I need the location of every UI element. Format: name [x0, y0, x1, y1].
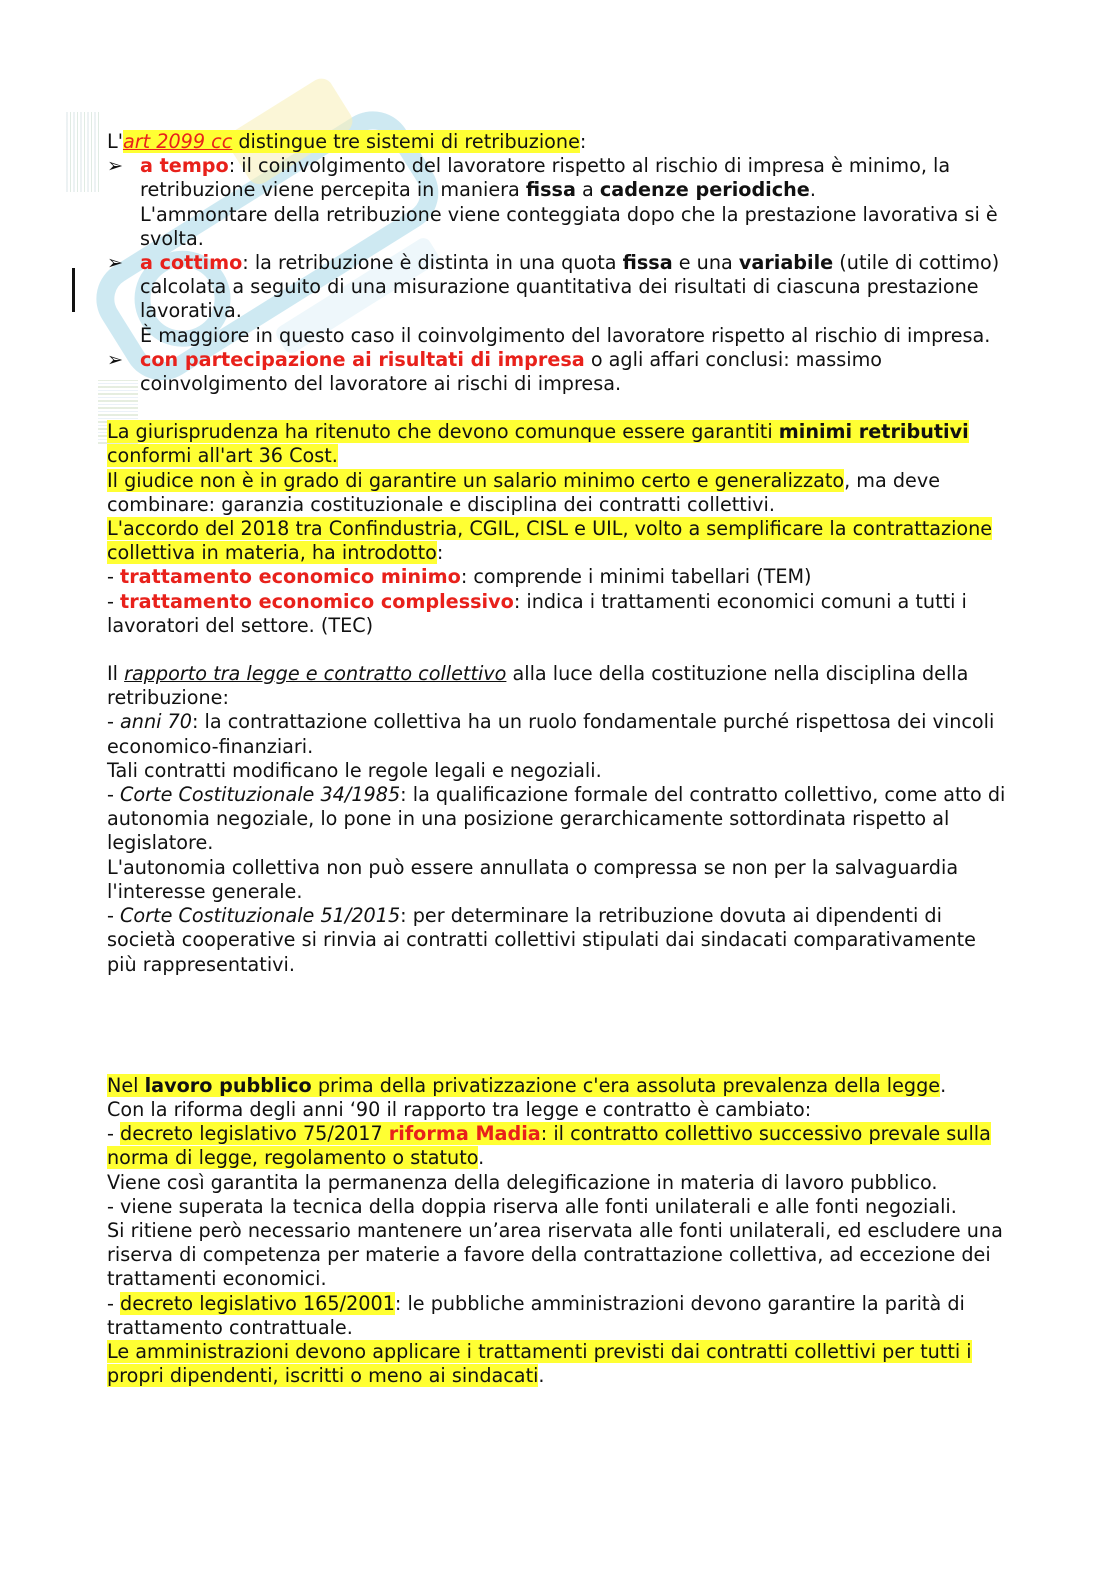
paragraph: L'autonomia collettiva non può essere annullata o compressa se non per la salvaguardia l'interesse generale. [107, 855, 959, 903]
paragraph: Il giudice non è in grado di garantire un salario minimo certo e generalizzato, ma deve combinare: garanzia costituzionale e disciplina dei contratti collettivi. [107, 468, 941, 516]
scan-artifact [66, 112, 100, 192]
arrow-bullet-icon: ➢ [107, 251, 124, 275]
paragraph: Tali contratti modificano le regole legali e negoziali. [107, 758, 602, 782]
list-item: ➢ a tempo: il coinvolgimento del lavoratore rispetto al rischio di impresa è minimo, la retribuzione viene percepita in maniera fissa a cadenze periodiche. L'ammontare della retribuzione viene conteggiata dopo che la prestazione lavorativa si è svolta. [107, 154, 998, 250]
paragraph: Si ritiene però necessario mantenere un’area riservata alle fonti unilaterali, ed escludere una riserva di competenza per materie a favore della contrattazione collettiva, ad eccezione dei trattamenti economici. [107, 1218, 1003, 1291]
dash-item: - Corte Costituzionale 51/2015: per determinare la retribuzione dovuta ai dipendenti di società cooperative si rinvia ai contratti collettivi stipulati dai sindacati comparativamente più rappresentativi. [107, 904, 976, 976]
dash-item: - trattamento economico minimo: comprende i minimi tabellari (TEM) [107, 565, 812, 589]
paragraph: Le amministrazioni devono applicare i trattamenti previsti dai contratti collettivi per tutti i propri dipendenti, iscritti o meno ai sindacati. [107, 1339, 972, 1388]
paragraph: Viene così garantita la permanenza della delegificazione in materia di lavoro pubblico. [107, 1170, 938, 1194]
dash-item: - Corte Costituzionale 34/1985: la qualificazione formale del contratto collettivo, come atto di autonomia negoziale, lo pone in una posizione gerarchicamente sottordinata rispetto al legislatore. [107, 783, 1006, 855]
paragraph: - viene superata la tecnica della doppia riserva alle fonti unilaterali e alle fonti negoziali. [107, 1194, 957, 1218]
document-body [107, 130, 1007, 1388]
paragraph: Nel lavoro pubblico prima della privatizzazione c'era assoluta prevalenza della legge. [107, 1073, 947, 1097]
dash-item: - anni 70: la contrattazione collettiva ha un ruolo fondamentale purché rispettosa dei vincoli economico-finanziari. [107, 710, 995, 758]
dash-item: - decreto legislativo 165/2001: le pubbliche amministrazioni devono garantire la parità di trattamento contrattuale. [107, 1291, 965, 1339]
article-reference: art 2099 cc [122, 130, 233, 153]
intro-line: L'art 2099 cc distingue tre sistemi di retribuzione: [107, 130, 587, 153]
dash-item: - trattamento economico complessivo: indica i trattamenti economici comuni a tutti i lavoratori del settore. (TEC) [107, 589, 967, 637]
list-item: ➢ a cottimo: la retribuzione è distinta in una quota fissa e una variabile (utile di cottimo) calcolata a seguito di una misurazione quantitativa dei risultati di ciascuna prestazione lavorativa. È maggiore in questo caso il coinvolgimento del lavoratore rispetto al rischio di impresa. [107, 251, 1000, 347]
arrow-bullet-icon: ➢ [107, 347, 124, 371]
paragraph: Il rapporto tra legge e contratto collettivo alla luce della costituzione nella disciplina della retribuzione: [107, 662, 969, 710]
paragraph: Con la riforma degli anni ‘90 il rapporto tra legge e contratto è cambiato: [107, 1097, 812, 1121]
paragraph: La giurisprudenza ha ritenuto che devono comunque essere garantiti minimi retributivi conformi all'art 36 Cost. [107, 420, 969, 468]
list-item: ➢ con partecipazione ai risultati di impresa o agli affari conclusi: massimo coinvolgimento del lavoratore ai rischi di impresa. [107, 347, 883, 396]
arrow-bullet-icon: ➢ [107, 154, 124, 178]
scan-mark [72, 268, 75, 312]
paragraph: L'accordo del 2018 tra Confindustria, CGIL, CISL e UIL, volto a semplificare la contrattazione collettiva in materia, ha introdotto: [107, 517, 993, 565]
dash-item: - decreto legislativo 75/2017 riforma Madia: il contratto collettivo successivo prevale sulla norma di legge, regolamento o statuto. [107, 1122, 991, 1170]
